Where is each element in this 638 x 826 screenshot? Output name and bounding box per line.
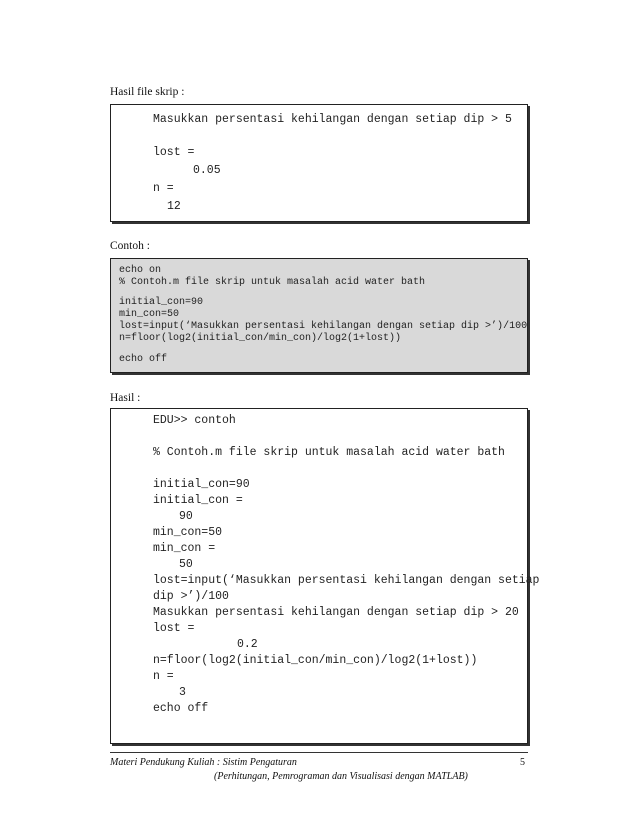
- output-line: echo off: [153, 702, 209, 715]
- output-line: 50: [179, 558, 193, 571]
- output-line: lost=input(‘Masukkan persentasi kehilangan dengan setiap: [153, 574, 540, 587]
- output-line: 90: [179, 510, 193, 523]
- output-line: initial_con =: [153, 494, 243, 507]
- output-line: 3: [179, 686, 186, 699]
- code-line: initial_con=90: [119, 297, 204, 308]
- output-line: n=floor(log2(initial_con/min_con)/log2(1+lost)): [153, 654, 478, 667]
- output-line: 12: [167, 200, 181, 213]
- page-number: 5: [520, 757, 525, 768]
- output-line: lost =: [153, 146, 195, 159]
- output-box-hasil: [110, 408, 540, 744]
- footer-course-title: Materi Pendukung Kuliah : Sistim Pengaturan: [110, 757, 297, 768]
- code-line: n=floor(log2(initial_con/min_con)/log2(1+lost)): [119, 333, 402, 344]
- output-line: initial_con=90: [153, 478, 250, 491]
- output-line: lost =: [153, 622, 195, 635]
- output-line: dip >’)/100: [153, 590, 229, 603]
- section-label-hasil-skrip: Hasil file skrip :: [110, 86, 185, 98]
- code-line: lost=input(‘Masukkan persentasi kehilangan dengan setiap dip >’)/100: [119, 321, 528, 332]
- output-line: % Contoh.m file skrip untuk masalah acid water bath: [153, 446, 505, 459]
- output-line: EDU>> contoh: [153, 414, 236, 427]
- output-line: Masukkan persentasi kehilangan dengan setiap dip > 20: [153, 606, 519, 619]
- output-line: n =: [153, 182, 174, 195]
- section-label-contoh: Contoh :: [110, 240, 150, 252]
- section-label-hasil: Hasil :: [110, 392, 141, 404]
- code-line: % Contoh.m file skrip untuk masalah acid water bath: [119, 277, 426, 288]
- output-box-hasil-skrip: [110, 104, 528, 222]
- output-line: 0.2: [237, 638, 258, 651]
- code-line: min_con=50: [119, 309, 180, 320]
- output-line: Masukkan persentasi kehilangan dengan setiap dip > 5: [153, 113, 512, 126]
- output-line: 0.05: [193, 164, 221, 177]
- code-line: echo on: [119, 265, 162, 276]
- output-line: min_con=50: [153, 526, 223, 539]
- output-line: min_con =: [153, 542, 216, 555]
- output-line: n =: [153, 670, 174, 683]
- code-box-contoh: [110, 258, 528, 373]
- footer-subtitle: (Perhitungan, Pemrograman dan Visualisasi dengan MATLAB): [214, 771, 468, 782]
- footer-divider: [110, 752, 528, 753]
- code-line: echo off: [119, 354, 168, 365]
